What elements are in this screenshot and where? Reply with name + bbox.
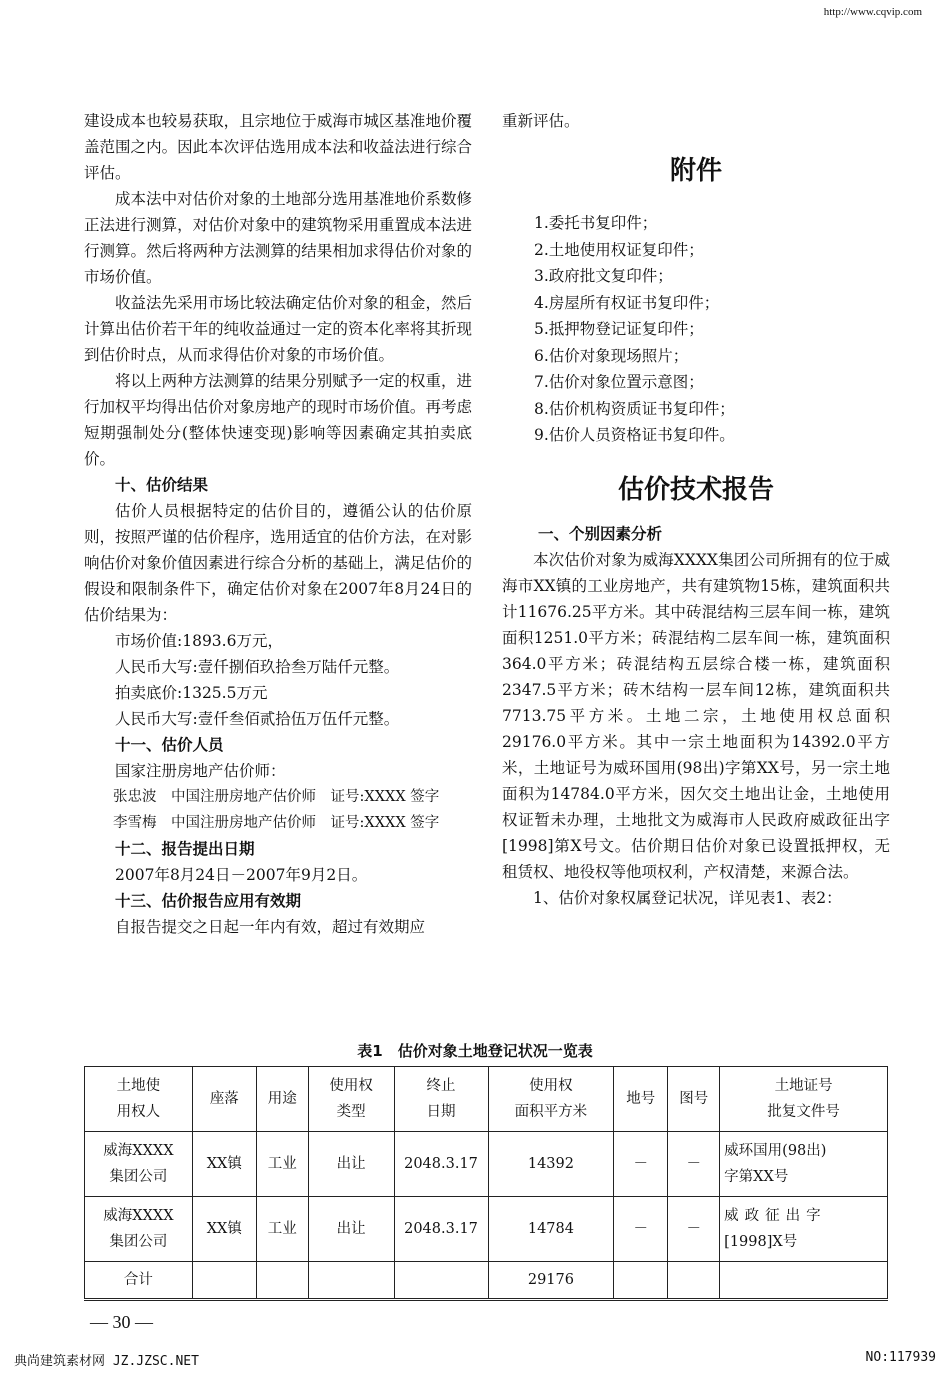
list-item: 8.估价机构资质证书复印件； bbox=[534, 399, 735, 418]
table-header-row bbox=[85, 1067, 888, 1132]
table-cell bbox=[192, 1262, 256, 1299]
total-label: 合计 bbox=[85, 1262, 193, 1299]
table-total-row bbox=[85, 1262, 888, 1299]
table-caption: 表1 估价对象土地登记状况一览表 bbox=[357, 1042, 593, 1060]
paragraph: 重新评估。 bbox=[502, 112, 580, 130]
list-item: 5.抵押物登记证复印件； bbox=[534, 320, 704, 338]
table-cell: 工业 bbox=[256, 1197, 308, 1262]
source-url: http://www.cqvip.com bbox=[823, 6, 922, 18]
table-cell: － bbox=[614, 1197, 668, 1262]
table-cell bbox=[614, 1262, 668, 1299]
document-number: NO:117939 bbox=[865, 1350, 936, 1365]
table-cell: － bbox=[614, 1132, 668, 1197]
list-item: 7.估价对象位置示意图； bbox=[534, 373, 704, 391]
list-item: 6.估价对象现场照片； bbox=[534, 346, 689, 365]
list-item: 1.委托书复印件； bbox=[534, 214, 658, 232]
paragraph: 收益法先采用市场比较法确定估价对象的租金，然后计算出估价若干年的纯收益通过一定的资本化率将其折现到估价时点，从而求得估价对象的市场价值。 bbox=[84, 294, 472, 364]
section-heading: 一、个别因素分析 bbox=[538, 523, 663, 543]
header-cell: 土地证号 批复文件号 bbox=[720, 1067, 888, 1132]
appendix-list bbox=[502, 210, 890, 449]
table-cell: 14784 bbox=[488, 1197, 614, 1262]
header-cell: 土地使 用权人 bbox=[85, 1067, 193, 1132]
header-cell: 使用权 类型 bbox=[308, 1067, 394, 1132]
result-line: 拍卖底价:1325.5万元 bbox=[115, 684, 268, 702]
list-item: 3.政府批文复印件； bbox=[534, 267, 673, 285]
total-value: 29176 bbox=[488, 1262, 614, 1299]
header-cell: 终止 日期 bbox=[394, 1067, 488, 1132]
technical-report-title: 估价技术报告 bbox=[617, 474, 774, 505]
result-line: 人民币大写:壹仟叁佰贰拾伍万伍仟元整。 bbox=[115, 710, 400, 728]
list-item: 4.房屋所有权证书复印件； bbox=[534, 293, 720, 312]
bottom-rule bbox=[84, 1300, 888, 1301]
date-line: 2007年8月24日－2007年9月2日。 bbox=[115, 866, 368, 884]
header-cell: 座落 bbox=[192, 1067, 256, 1132]
section-heading: 十二、报告提出日期 bbox=[115, 839, 255, 858]
header-cell: 用途 bbox=[256, 1067, 308, 1132]
appendix-title: 附件 bbox=[669, 156, 722, 186]
table-cell: XX镇 bbox=[192, 1132, 256, 1197]
right-column bbox=[502, 108, 890, 911]
header-cell: 图号 bbox=[668, 1067, 720, 1132]
list-item: 9.估价人员资格证书复印件。 bbox=[534, 426, 735, 444]
table-cell: － bbox=[668, 1197, 720, 1262]
header-cell: 地号 bbox=[614, 1067, 668, 1132]
table-cell bbox=[308, 1262, 394, 1299]
paragraph: 将以上两种方法测算的结果分别赋予一定的权重，进行加权平均得出估价对象房地产的现时市场价值。再考虑短期强制处分(整体快速变现)影响等因素确定其拍卖底价。 bbox=[84, 372, 472, 468]
section-heading: 十一、估价人员 bbox=[115, 735, 224, 754]
paragraph: 建设成本也较易获取，且宗地位于威海市城区基准地价覆盖范围之内。因此本次评估选用成本法和收益法进行综合评估。 bbox=[84, 112, 472, 182]
table-cell: XX镇 bbox=[192, 1197, 256, 1262]
table-cell: 威海XXXX 集团公司 bbox=[85, 1197, 193, 1262]
table-cell: － bbox=[668, 1132, 720, 1197]
paragraph: 自报告提交之日起一年内有效，超过有效期应 bbox=[115, 918, 426, 936]
table-cell: 出让 bbox=[308, 1197, 394, 1262]
table-cell: 14392 bbox=[488, 1132, 614, 1197]
paragraph: 1、估价对象权属登记状况，详见表1、表2： bbox=[533, 888, 842, 907]
list-item: 2.土地使用权证复印件； bbox=[534, 240, 704, 259]
paragraph: 估价人员根据特定的估价目的，遵循公认的估价原则，按照严谨的估价程序，选用适宜的估价方法，在对影响估价对象价值因素进行综合分析的基础上，满足估价的假设和限制条件下，确定估价对象在2007年8月24日的估价结果为： bbox=[84, 502, 472, 624]
table-cell: 2048.3.17 bbox=[394, 1132, 488, 1197]
left-column bbox=[84, 108, 472, 940]
table-cell: 出让 bbox=[308, 1132, 394, 1197]
table-cell bbox=[256, 1262, 308, 1299]
table-cell: 威政征出字 [1998]X号 bbox=[720, 1197, 888, 1262]
land-registration-table bbox=[84, 1066, 888, 1299]
paragraph: 成本法中对估价对象的土地部分选用基准地价系数修正法进行测算，对估价对象中的建筑物采用重置成本法进行测算。然后将两种方法测算的结果相加求得估价对象的市场价值。 bbox=[84, 190, 472, 286]
header-cell: 使用权 面积平方米 bbox=[488, 1067, 614, 1132]
appraiser-line: 李雪梅 中国注册房地产估价师 证号:XXXX 签字 bbox=[113, 815, 440, 831]
appraiser-line: 张忠波 中国注册房地产估价师 证号:XXXX 签字 bbox=[113, 789, 440, 805]
paragraph: 本次估价对象为威海XXXX集团公司所拥有的位于威海市XX镇的工业房地产，共有建筑物15栋，建筑面积共计11676.25平方米。其中砖混结构三层车间一栋，建筑面积1251.0平方米；砖混结构二层车间一栋，建筑面积364.0平方米；砖混结构五层综合楼一栋，建筑面积2347.5平方米；砖木结构一层车间12栋，建筑面积共7713.75平方米。土地二宗，土地使用权总面积29176.0平方米。其中一宗土地面积为14392.0平方米，土地证号为威环国用(98出)字第XX号，另一宗土地面积为14784.0平方米，因欠交土地出让金，土地使用权证暂未办理，土地批文为威海市人民政府威政征出字[1998]第X号文。估价期日估价对象已设置抵押权，无租赁权、地役权等他项权利，产权清楚，来源合法。 bbox=[502, 550, 890, 881]
appraiser-line: 国家注册房地产估价师： bbox=[115, 762, 286, 780]
table-row bbox=[85, 1132, 888, 1197]
section-heading: 十、估价结果 bbox=[115, 475, 209, 494]
table-cell: 威环国用(98出) 字第XX号 bbox=[720, 1132, 888, 1197]
watermark-site: 典尚建筑素材网 JZ.JZSC.NET bbox=[14, 1354, 199, 1369]
page-number: — 30 — bbox=[90, 1312, 153, 1332]
table-cell: 2048.3.17 bbox=[394, 1197, 488, 1262]
table-cell bbox=[720, 1262, 888, 1299]
table-cell bbox=[668, 1262, 720, 1299]
table-cell bbox=[394, 1262, 488, 1299]
table-cell: 威海XXXX 集团公司 bbox=[85, 1132, 193, 1197]
table-cell: 工业 bbox=[256, 1132, 308, 1197]
result-line: 人民币大写:壹仟捌佰玖拾叁万陆仟元整。 bbox=[115, 658, 400, 676]
table-row bbox=[85, 1197, 888, 1262]
result-line: 市场价值:1893.6万元， bbox=[115, 632, 283, 650]
section-heading: 十三、估价报告应用有效期 bbox=[115, 891, 302, 910]
